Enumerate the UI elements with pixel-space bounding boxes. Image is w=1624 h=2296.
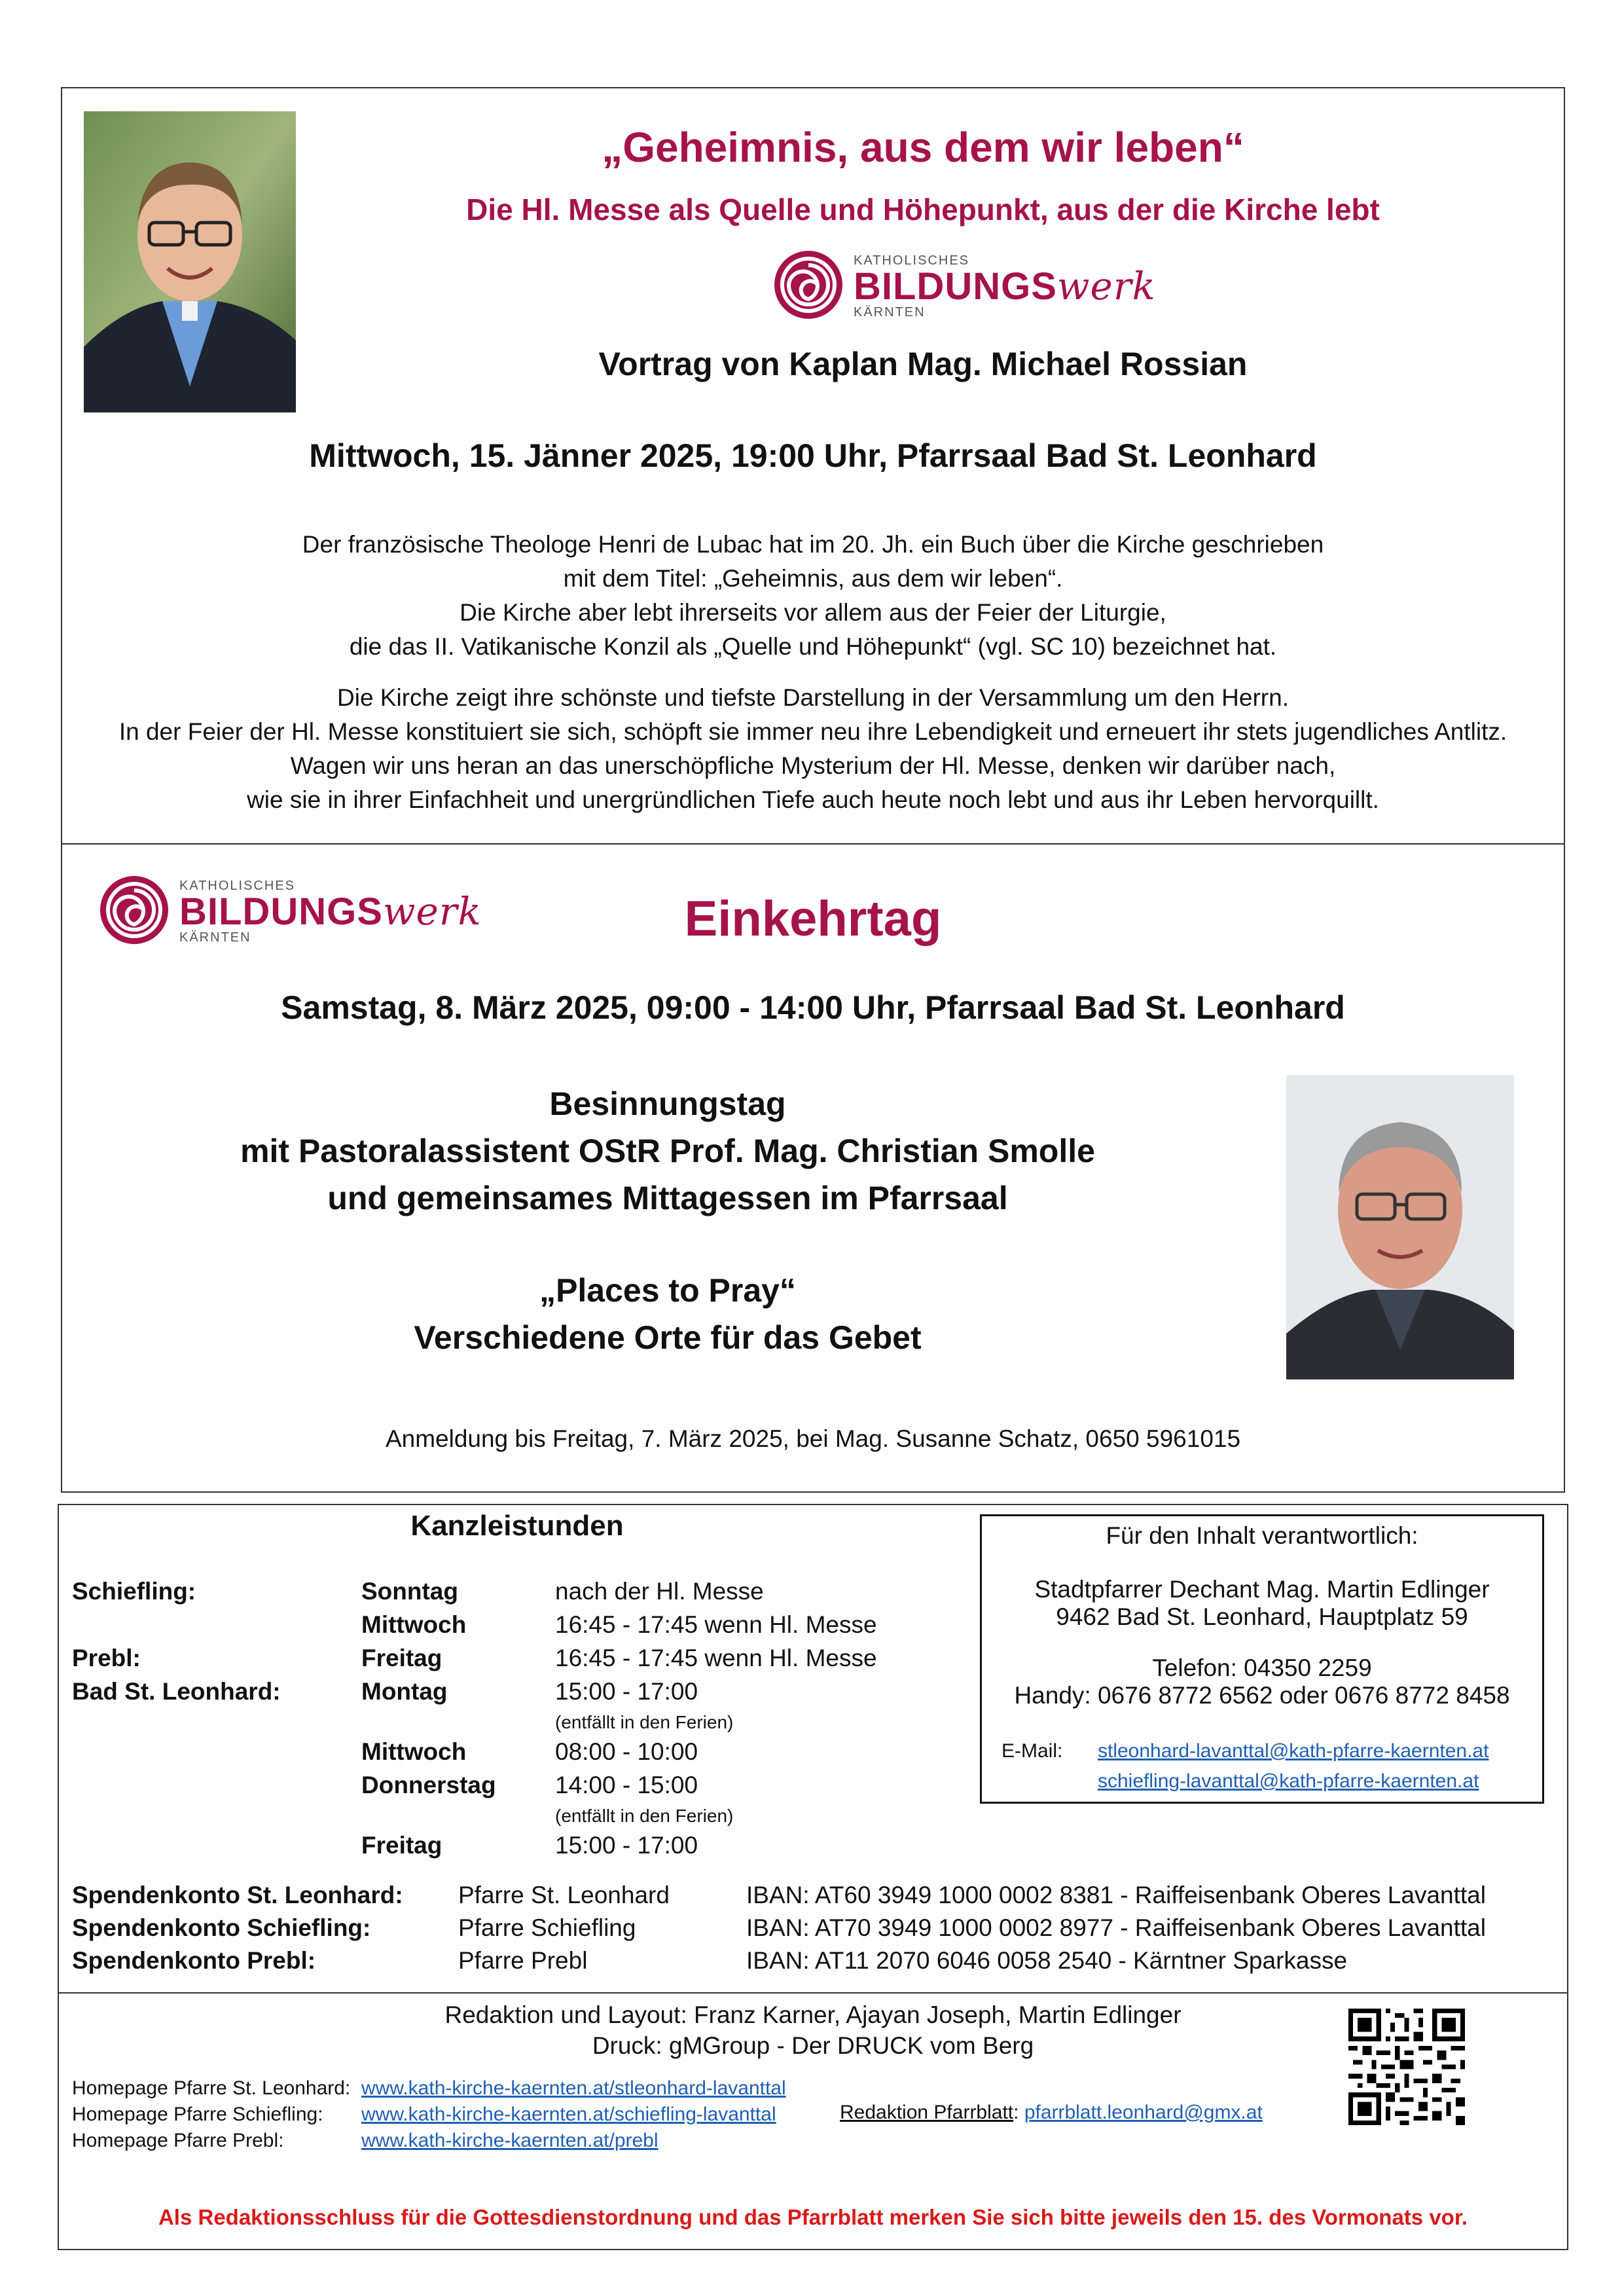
event2-title: Einkehrtag xyxy=(684,891,942,947)
event2-theme-title: „Places to Pray“ xyxy=(539,1272,796,1309)
homepage-link[interactable]: www.kath-kirche-kaernten.at/schiefling-lavanttal xyxy=(361,2104,776,2125)
office-day: Mittwoch xyxy=(361,1738,467,1765)
donation-iban: IBAN: AT70 3949 1000 0002 8977 - Raiffeisenbank Oberes Lavanttal xyxy=(746,1914,1486,1941)
donation-parish: Pfarre Prebl xyxy=(458,1947,588,1974)
logo-line2a: BILDUNGS xyxy=(854,265,1057,308)
footer-print: Druck: gMGroup - Der DRUCK vom Berg xyxy=(592,2032,1034,2059)
office-note: (entfällt in den Ferien) xyxy=(555,1712,734,1732)
office-day: Mittwoch xyxy=(361,1611,467,1638)
editorial-contact: Redaktion Pfarrblatt: pfarrblatt.leonhard@gmx.at xyxy=(840,2102,1263,2123)
donation-parish: Pfarre Schiefling xyxy=(458,1914,636,1941)
portrait-smolle xyxy=(1286,1075,1514,1379)
deadline-notice: Als Redaktionsschluss für die Gottesdienstordnung und das Pfarrblatt merken Sie sich bitte jeweils den 15. des Vormonats vor. xyxy=(158,2205,1468,2229)
event2-description xyxy=(92,1080,1244,1222)
event1-title: „Geheimnis, aus dem wir leben“ xyxy=(602,124,1244,171)
para1-line: Der französische Theologe Henri de Lubac hat im 20. Jh. ein Buch über die Kirche geschrieben xyxy=(302,531,1324,558)
contact-heading: Für den Inhalt verantwortlich: xyxy=(1106,1522,1418,1549)
contact-address: 9462 Bad St. Leonhard, Hauptplatz 59 xyxy=(1056,1603,1468,1630)
event2-theme xyxy=(92,1267,1244,1361)
logo-line2a: BILDUNGS xyxy=(179,890,383,933)
event1-speaker: Vortrag von Kaplan Mag. Michael Rossian xyxy=(598,346,1248,382)
office-day: Freitag xyxy=(361,1645,442,1671)
office-time: 15:00 - 17:00 xyxy=(555,1678,698,1705)
donation-parish: Pfarre St. Leonhard xyxy=(458,1882,670,1908)
contact-phone: Telefon: 04350 2259 xyxy=(1152,1654,1372,1681)
contact-mobile: Handy: 0676 8772 6562 oder 0676 8772 8458 xyxy=(1014,1682,1510,1709)
para2-line: wie sie in ihrer Einfachheit und unergründlichen Tiefe auch heute noch lebt und aus ihr Leben hervorquillt. xyxy=(247,786,1379,813)
event1-paragraph1 xyxy=(61,528,1565,664)
bildungswerk-rose-icon xyxy=(772,249,844,324)
logo-line1: KATHOLISCHES xyxy=(179,879,295,893)
office-place: Bad St. Leonhard: xyxy=(72,1678,281,1705)
homepage-label: Homepage Pfarre Schiefling: xyxy=(72,2104,323,2125)
office-time: 16:45 - 17:45 wenn Hl. Messe xyxy=(555,1611,877,1638)
event1-date: Mittwoch, 15. Jänner 2025, 19:00 Uhr, Pfarrsaal Bad St. Leonhard xyxy=(309,437,1317,474)
para2-line: In der Feier der Hl. Messe konstituiert sie sich, schöpft sie immer neu ihre Lebendigkeit und erneuert ihr stets jugendliches Antlitz. xyxy=(118,718,1507,745)
event1-paragraph2 xyxy=(61,681,1565,817)
footer-homepages xyxy=(72,2075,857,2154)
office-note: (entfällt in den Ferien) xyxy=(555,1806,734,1826)
event1-subtitle: Die Hl. Messe als Quelle und Höhepunkt, aus der die Kirche lebt xyxy=(466,192,1380,227)
office-time: 08:00 - 10:00 xyxy=(555,1738,698,1765)
donation-iban: IBAN: AT60 3949 1000 0002 8381 - Raiffeisenbank Oberes Lavanttal xyxy=(746,1882,1486,1908)
footer-divider xyxy=(58,1992,1568,1994)
donation-label: Spendenkonto Prebl: xyxy=(72,1947,316,1974)
para1-line: die das II. Vatikanische Konzil als „Quelle und Höhepunkt“ (vgl. SC 10) bezeichnet hat. xyxy=(349,633,1277,660)
event2-line: mit Pastoralassistent OStR Prof. Mag. Christian Smolle xyxy=(240,1133,1095,1169)
office-heading: Kanzleistunden xyxy=(410,1510,624,1542)
homepage-link[interactable]: www.kath-kirche-kaernten.at/prebl xyxy=(361,2130,659,2151)
logo-line2b: werk xyxy=(382,889,482,934)
office-time: 16:45 - 17:45 wenn Hl. Messe xyxy=(555,1645,877,1671)
contact-email-link[interactable]: schiefling-lavanttal@kath-pfarre-kaernten.at xyxy=(1098,1770,1479,1792)
logo-line3: KÄRNTEN xyxy=(854,305,926,319)
donation-label: Spendenkonto Schiefling: xyxy=(72,1914,371,1941)
office-time: 14:00 - 15:00 xyxy=(555,1772,698,1798)
office-day: Donnerstag xyxy=(361,1772,496,1798)
office-time: nach der Hl. Messe xyxy=(555,1578,764,1605)
office-time: 15:00 - 17:00 xyxy=(555,1832,698,1859)
homepage-link[interactable]: www.kath-kirche-kaernten.at/stleonhard-lavanttal xyxy=(361,2077,786,2099)
office-day: Freitag xyxy=(361,1832,442,1859)
event2-date: Samstag, 8. März 2025, 09:00 - 14:00 Uhr, Pfarrsaal Bad St. Leonhard xyxy=(281,989,1345,1026)
logo-line2b: werk xyxy=(1056,264,1156,308)
contact-name: Stadtpfarrer Dechant Mag. Martin Edlinger xyxy=(1034,1576,1490,1603)
qr-code-icon[interactable] xyxy=(1348,2009,1465,2125)
office-place: Prebl: xyxy=(72,1645,141,1671)
contact-email-link[interactable]: stleonhard-lavanttal@kath-pfarre-kaernten.at xyxy=(1098,1740,1489,1762)
logo-line3: KÄRNTEN xyxy=(179,930,251,945)
contact-email-label: E-Mail: xyxy=(1001,1740,1063,1762)
event2-line: und gemeinsames Mittagessen im Pfarrsaal xyxy=(327,1180,1008,1216)
editorial-email-link[interactable]: pfarrblatt.leonhard@gmx.at xyxy=(1024,2102,1263,2123)
office-place: Schiefling: xyxy=(72,1578,196,1605)
office-day: Sonntag xyxy=(361,1578,458,1605)
donation-iban: IBAN: AT11 2070 6046 0058 2540 - Kärntner Sparkasse xyxy=(746,1947,1348,1974)
logo-line1: KATHOLISCHES xyxy=(854,253,969,268)
portrait-rossian xyxy=(84,111,296,412)
bildungswerk-logo xyxy=(772,249,1156,324)
homepage-label: Homepage Pfarre Prebl: xyxy=(72,2130,284,2151)
event2-line: Besinnungstag xyxy=(549,1085,786,1122)
editorial-label: Redaktion Pfarrblatt xyxy=(840,2102,1014,2123)
homepage-label: Homepage Pfarre St. Leonhard: xyxy=(72,2077,351,2099)
event2-registration: Anmeldung bis Freitag, 7. März 2025, bei Mag. Susanne Schatz, 0650 5961015 xyxy=(385,1425,1241,1452)
donation-label: Spendenkonto St. Leonhard: xyxy=(72,1882,403,1908)
para2-line: Wagen wir uns heran an das unerschöpfliche Mysterium der Hl. Messe, denken wir darüber nach, xyxy=(290,752,1336,779)
para2-line: Die Kirche zeigt ihre schönste und tiefste Darstellung in der Versammlung um den Herrn. xyxy=(337,684,1289,711)
para1-line: mit dem Titel: „Geheimnis, aus dem wir leben“. xyxy=(563,565,1063,592)
office-day: Montag xyxy=(361,1678,448,1705)
event2-theme-subtitle: Verschiedene Orte für das Gebet xyxy=(414,1319,922,1356)
para1-line: Die Kirche aber lebt ihrerseits vor allem aus der Feier der Liturgie, xyxy=(460,599,1166,626)
footer-editors: Redaktion und Layout: Franz Karner, Ajayan Joseph, Martin Edlinger xyxy=(444,2001,1182,2028)
